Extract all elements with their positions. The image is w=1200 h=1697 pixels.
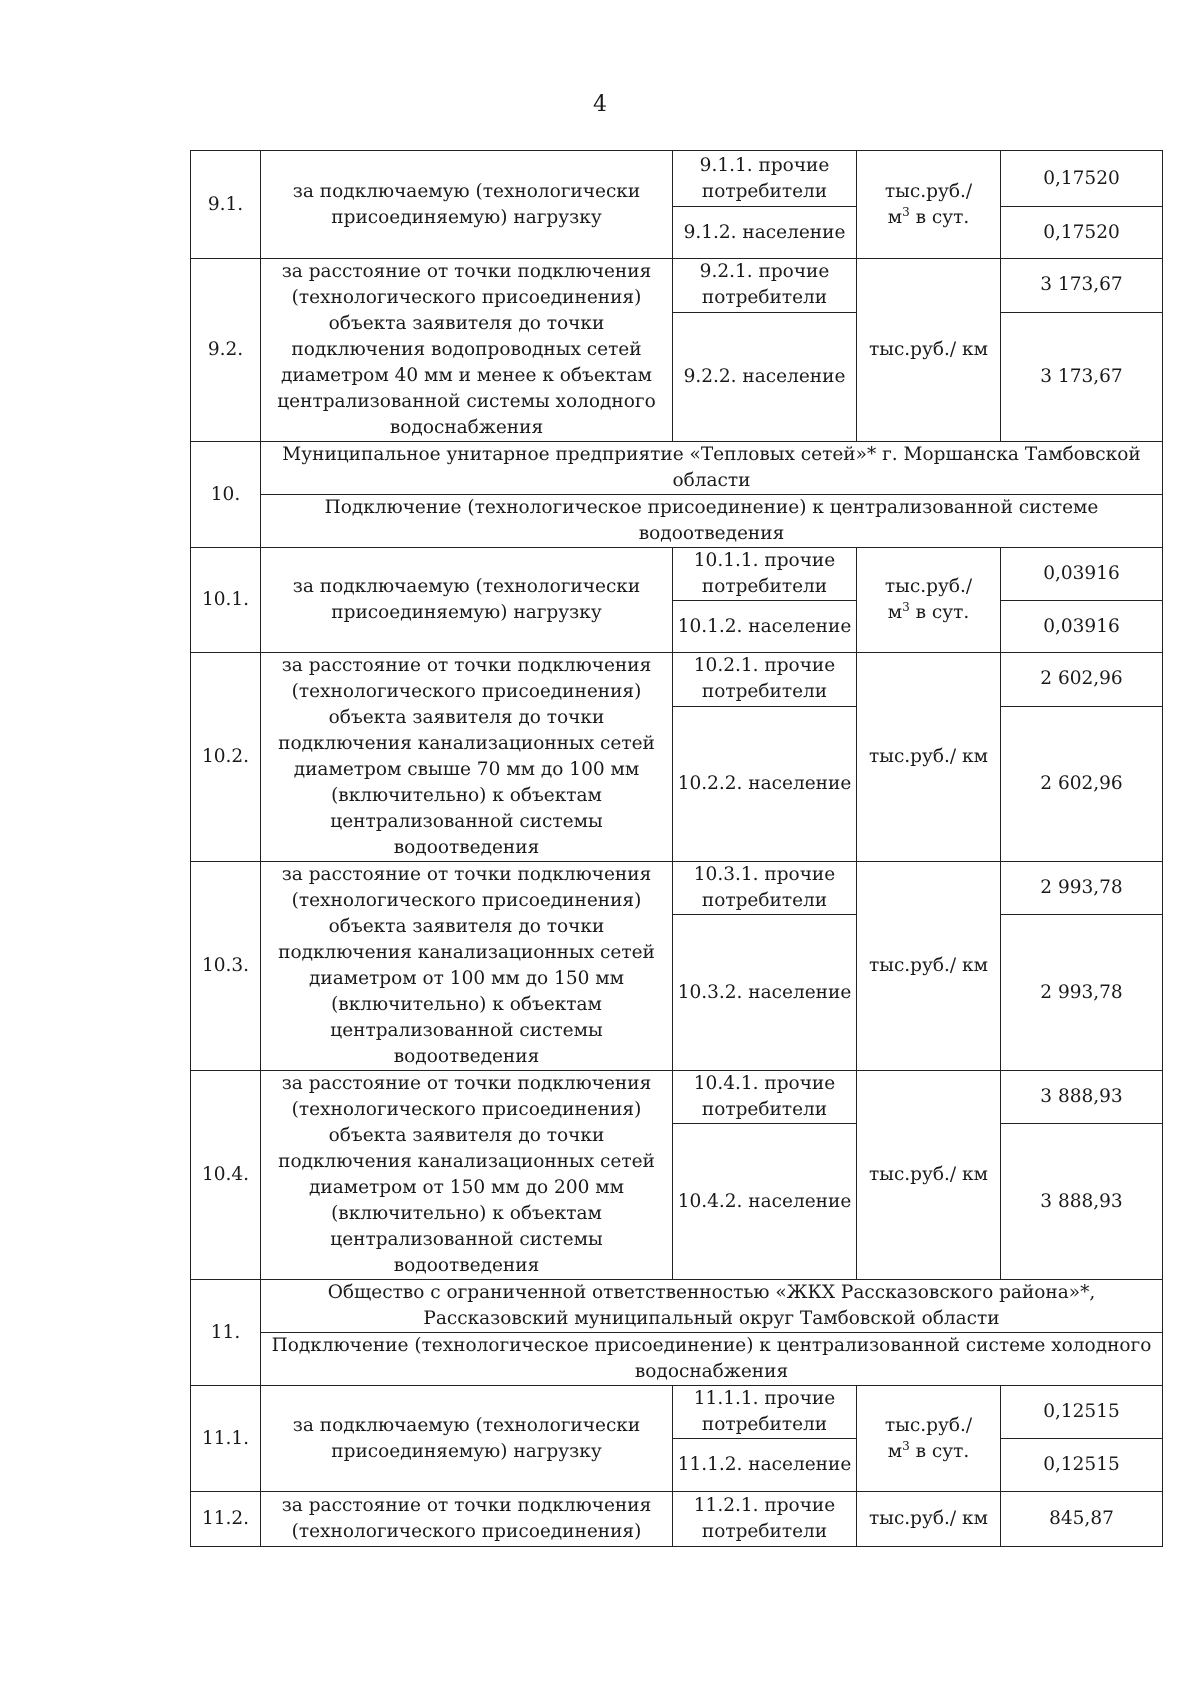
row-number: 11. — [191, 1280, 261, 1386]
value-cell: 2 602,96 — [1001, 653, 1163, 707]
subitem-cell: 9.2.2. население — [673, 312, 857, 441]
unit-cell: тыс.руб./ км — [857, 653, 1001, 862]
row-description: за подключаемую (технологически присоединяемую) нагрузку — [261, 151, 673, 259]
row-number: 10.3. — [191, 862, 261, 1071]
subitem-cell: 9.1.2. население — [673, 207, 857, 259]
value-cell: 0,17520 — [1001, 151, 1163, 207]
value-cell: 3 173,67 — [1001, 312, 1163, 441]
section-header: Подключение (технологическое присоединение) к централизованной системе водоотведения — [261, 495, 1163, 548]
subitem-cell: 10.4.1. прочие потребители — [673, 1071, 857, 1124]
row-description: за расстояние от точки подключения (технологического присоединения) — [261, 1492, 673, 1547]
table-row — [191, 1492, 1163, 1547]
table-row — [191, 442, 1163, 495]
subitem-cell: 10.1.2. население — [673, 601, 857, 653]
value-cell: 0,12515 — [1001, 1439, 1163, 1492]
row-number: 10. — [191, 442, 261, 548]
page-number: 4 — [593, 92, 607, 117]
value-cell: 3 888,93 — [1001, 1071, 1163, 1124]
value-cell: 3 173,67 — [1001, 259, 1163, 313]
subitem-cell: 11.1.1. прочие потребители — [673, 1386, 857, 1439]
unit-cell: тыс.руб./ км — [857, 862, 1001, 1071]
table-row — [191, 151, 1163, 207]
organization-header: Муниципальное унитарное предприятие «Тепловых сетей»* г. Моршанска Тамбовской области — [261, 442, 1163, 495]
subitem-cell: 10.2.2. население — [673, 706, 857, 861]
value-cell: 2 993,78 — [1001, 862, 1163, 915]
unit-cell: тыс.руб./ $м^3$ в сут. — [857, 548, 1001, 653]
organization-header: Общество с ограниченной ответственностью «ЖКХ Рассказовского района»*, Рассказовский муниципальный округ Тамбовской области — [261, 1280, 1163, 1333]
unit-cell: тыс.руб./ км — [857, 1071, 1001, 1280]
unit-cell: тыс.руб./ $м^3$ в сут. — [857, 151, 1001, 259]
table-row — [191, 1071, 1163, 1124]
row-description: за расстояние от точки подключения (технологического присоединения) объекта заявителя до точки подключения канализационных сетей диаметром свыше 70 мм до 100 мм (включительно) к объектам централизованной системы водоотведения — [261, 653, 673, 862]
table-row — [191, 653, 1163, 707]
value-cell: 845,87 — [1001, 1492, 1163, 1547]
table-row — [191, 495, 1163, 548]
subitem-cell: 10.3.1. прочие потребители — [673, 862, 857, 915]
value-cell: 0,03916 — [1001, 601, 1163, 653]
subitem-cell: 10.2.1. прочие потребители — [673, 653, 857, 707]
value-cell: 3 888,93 — [1001, 1124, 1163, 1280]
row-description: за подключаемую (технологически присоединяемую) нагрузку — [261, 1386, 673, 1492]
row-number: 9.2. — [191, 259, 261, 442]
row-number: 10.2. — [191, 653, 261, 862]
value-cell: 0,17520 — [1001, 207, 1163, 259]
subitem-cell: 10.3.2. население — [673, 915, 857, 1071]
subitem-cell: 11.2.1. прочие потребители — [673, 1492, 857, 1547]
row-description: за расстояние от точки подключения (технологического присоединения) объекта заявителя до точки подключения канализационных сетей диаметром от 100 мм до 150 мм (включительно) к объектам централизованной системы водоотведения — [261, 862, 673, 1071]
section-header: Подключение (технологическое присоединение) к централизованной системе холодного водоснабжения — [261, 1333, 1163, 1386]
value-cell: 0,12515 — [1001, 1386, 1163, 1439]
row-number: 11.1. — [191, 1386, 261, 1492]
row-description: за расстояние от точки подключения (технологического присоединения) объекта заявителя до точки подключения водопроводных сетей диаметром 40 мм и менее к объектам централизованной системы холодного водоснабжения — [261, 259, 673, 442]
table-row — [191, 259, 1163, 313]
value-cell: 2 602,96 — [1001, 706, 1163, 861]
unit-cell: тыс.руб./ км — [857, 1492, 1001, 1547]
table-row — [191, 1280, 1163, 1333]
table-row — [191, 548, 1163, 601]
row-number: 11.2. — [191, 1492, 261, 1547]
subitem-cell: 9.1.1. прочие потребители — [673, 151, 857, 207]
subitem-cell: 10.4.2. население — [673, 1124, 857, 1280]
value-cell: 0,03916 — [1001, 548, 1163, 601]
tariff-table — [190, 150, 1163, 1547]
row-description: за расстояние от точки подключения (технологического присоединения) объекта заявителя до точки подключения канализационных сетей диаметром от 150 мм до 200 мм (включительно) к объектам централизованной системы водоотведения — [261, 1071, 673, 1280]
table-row — [191, 1333, 1163, 1386]
table-row — [191, 1386, 1163, 1439]
table-row — [191, 862, 1163, 915]
value-cell: 2 993,78 — [1001, 915, 1163, 1071]
unit-cell: тыс.руб./ км — [857, 259, 1001, 442]
subitem-cell: 11.1.2. население — [673, 1439, 857, 1492]
unit-cell: тыс.руб./ $м^3$ в сут. — [857, 1386, 1001, 1492]
row-description: за подключаемую (технологически присоединяемую) нагрузку — [261, 548, 673, 653]
row-number: 10.4. — [191, 1071, 261, 1280]
row-number: 10.1. — [191, 548, 261, 653]
subitem-cell: 10.1.1. прочие потребители — [673, 548, 857, 601]
row-number: 9.1. — [191, 151, 261, 259]
subitem-cell: 9.2.1. прочие потребители — [673, 259, 857, 313]
